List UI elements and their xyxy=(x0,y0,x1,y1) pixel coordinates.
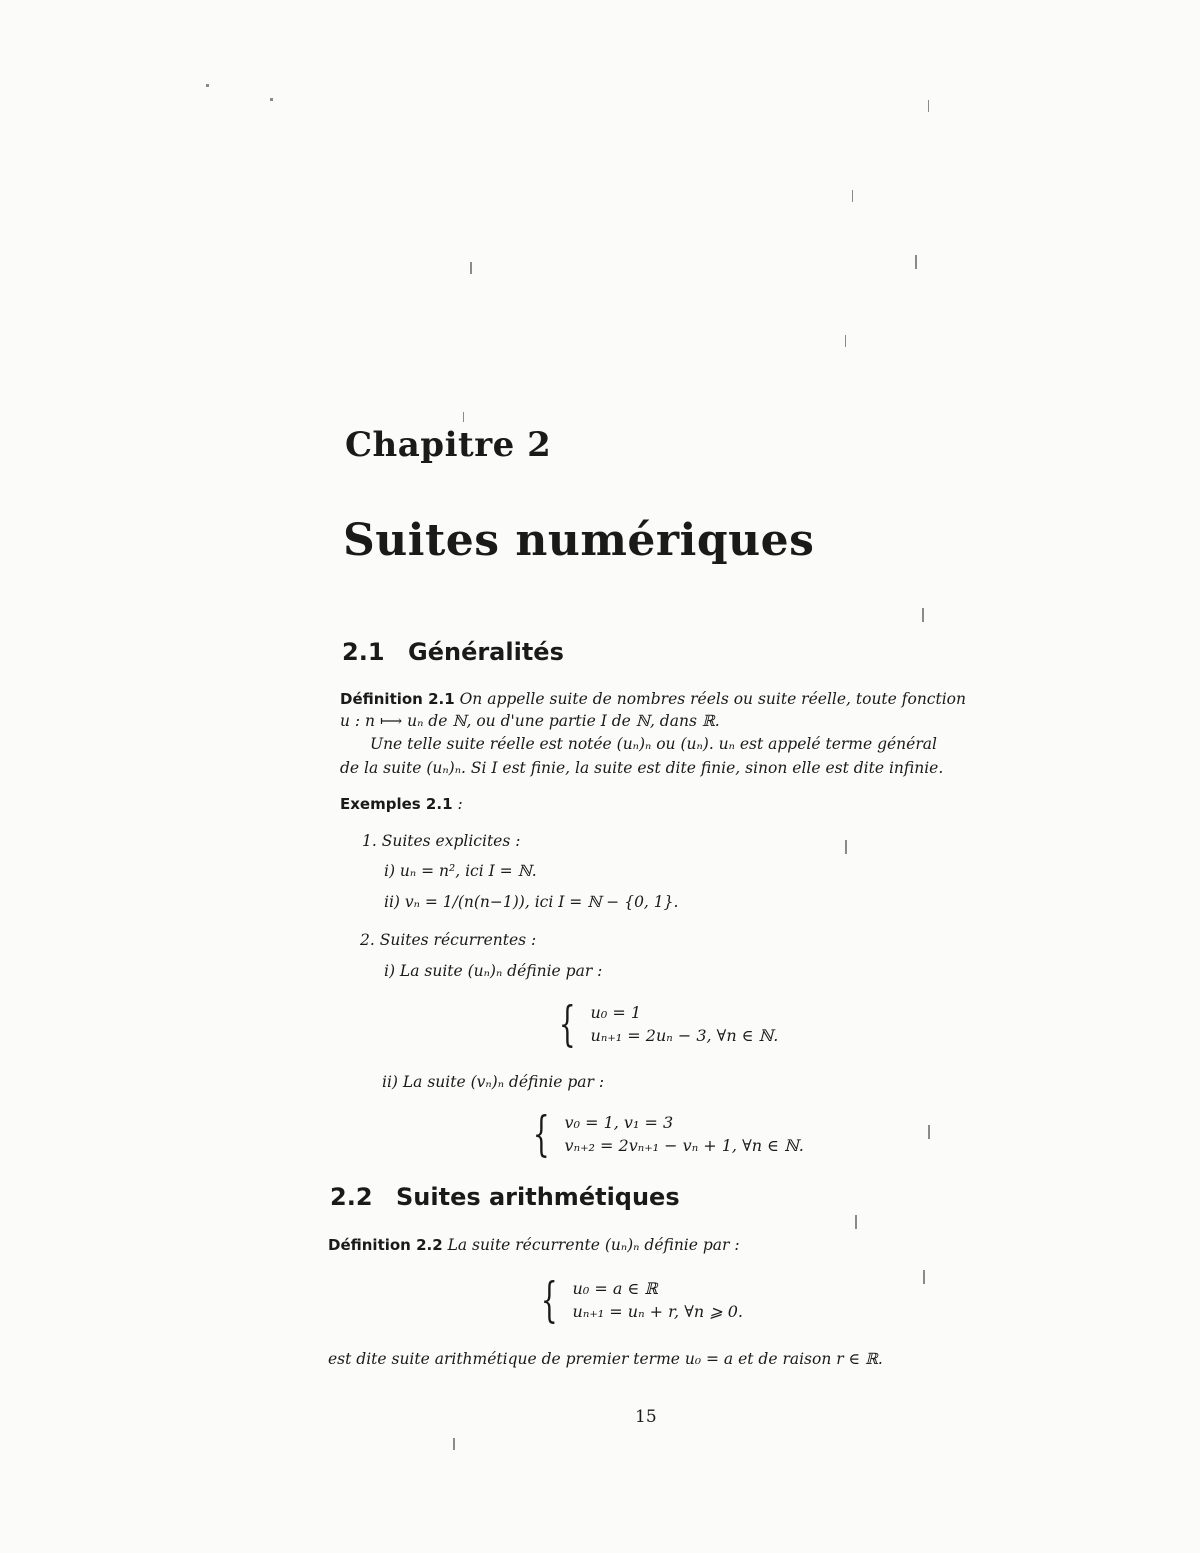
definition-2-1-line3: Une telle suite réelle est notée (uₙ)ₙ ou (uₙ). uₙ est appelé terme général xyxy=(370,735,937,753)
section-heading-generalites xyxy=(342,638,564,666)
system-line: uₙ₊₁ = uₙ + r, ∀n ⩾ 0. xyxy=(572,1302,744,1321)
section-number: 2.2 xyxy=(330,1183,373,1211)
definition-label: Définition 2.1 xyxy=(340,690,455,708)
definition-label: Définition 2.2 xyxy=(328,1236,443,1254)
system-line: uₙ₊₁ = 2uₙ − 3, ∀n ∈ ℕ. xyxy=(590,1026,779,1045)
scan-speck xyxy=(928,100,929,112)
scan-speck xyxy=(845,840,847,854)
section-heading-suites-arithmetiques xyxy=(330,1183,680,1211)
definition-2-1-line1 xyxy=(340,690,966,708)
arithmetic-recurrence-system xyxy=(534,1272,744,1328)
recurrence-system-2 xyxy=(526,1106,804,1162)
scan-speck xyxy=(855,1215,857,1229)
examples-heading xyxy=(340,795,463,813)
section-title: Suites arithmétiques xyxy=(396,1183,680,1211)
scan-speck xyxy=(915,255,917,269)
example-item-2: 2. Suites récurrentes : xyxy=(360,931,537,949)
scan-speck xyxy=(922,608,924,622)
scan-speck xyxy=(470,262,472,274)
chapter-title: Suites numériques xyxy=(343,515,815,566)
system-line: vₙ₊₂ = 2vₙ₊₁ − vₙ + 1, ∀n ∈ ℕ. xyxy=(564,1136,804,1155)
scan-speck xyxy=(852,190,853,202)
left-brace: { xyxy=(558,996,576,1052)
definition-text: La suite récurrente (uₙ)ₙ définie par : xyxy=(447,1236,740,1254)
definition-2-1-line4: de la suite (uₙ)ₙ. Si I est finie, la suite est dite finie, sinon elle est dite infinie. xyxy=(340,759,944,777)
scan-speck xyxy=(463,412,464,422)
scan-speck xyxy=(923,1270,925,1284)
scan-speck xyxy=(845,335,846,347)
example-item-1: 1. Suites explicites : xyxy=(362,832,521,850)
left-brace: { xyxy=(532,1106,550,1162)
system-line: u₀ = 1 xyxy=(590,1003,642,1022)
section-number: 2.1 xyxy=(342,638,385,666)
definition-2-1-line2: u : n ⟼ uₙ de ℕ, ou d'une partie I de ℕ, dans ℝ. xyxy=(340,712,720,730)
example-item-2-i: i) La suite (uₙ)ₙ définie par : xyxy=(384,962,603,980)
scan-speck xyxy=(928,1125,930,1139)
examples-colon: : xyxy=(457,795,463,813)
example-item-2-ii: ii) La suite (vₙ)ₙ définie par : xyxy=(382,1073,605,1091)
scan-speck xyxy=(206,84,209,87)
system-line: v₀ = 1, v₁ = 3 xyxy=(564,1113,674,1132)
left-brace: { xyxy=(540,1272,558,1328)
definition-2-2-conclusion: est dite suite arithmétique de premier terme u₀ = a et de raison r ∈ ℝ. xyxy=(328,1350,883,1368)
example-item-1-i: i) uₙ = n², ici I = ℕ. xyxy=(384,862,537,880)
chapter-label: Chapitre 2 xyxy=(345,425,552,465)
recurrence-system-1 xyxy=(552,996,779,1052)
system-line: u₀ = a ∈ ℝ xyxy=(572,1279,658,1298)
example-item-1-ii: ii) vₙ = 1/(n(n−1)), ici I = ℕ − {0, 1}. xyxy=(384,893,679,911)
scan-speck xyxy=(270,98,273,101)
definition-text: On appelle suite de nombres réels ou suite réelle, toute fonction xyxy=(459,690,966,708)
section-title: Généralités xyxy=(408,638,564,666)
examples-label: Exemples 2.1 xyxy=(340,795,453,813)
page-number: 15 xyxy=(635,1407,657,1427)
definition-2-2-intro xyxy=(328,1236,740,1254)
scan-speck xyxy=(453,1438,455,1450)
